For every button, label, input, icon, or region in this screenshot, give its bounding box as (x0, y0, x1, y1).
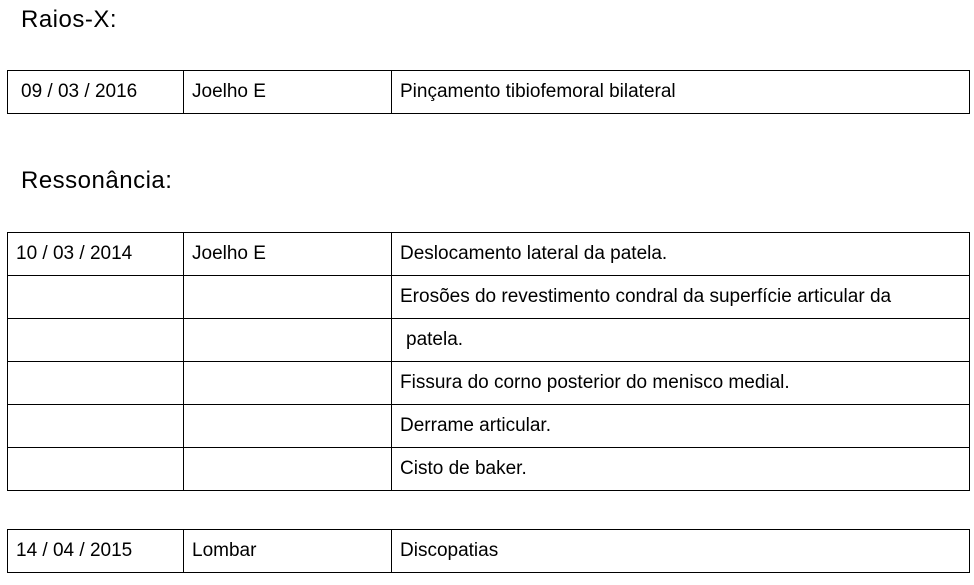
exam-date-cell (8, 448, 184, 491)
body-site-cell (184, 405, 392, 448)
body-site-cell (184, 276, 392, 319)
finding-cell: Erosões do revestimento condral da superfície articular da (392, 276, 970, 319)
mri-table (7, 232, 970, 491)
body-site-cell: Joelho E (184, 71, 392, 114)
exam-date-cell (8, 276, 184, 319)
finding-cell: patela. (392, 319, 970, 362)
xray-section-title: Raios-X: (21, 6, 118, 33)
exam-date-cell: 09 / 03 / 2016 (8, 71, 184, 114)
finding-cell: Derrame articular. (392, 405, 970, 448)
table-row (8, 405, 970, 448)
finding-cell: Pinçamento tibiofemoral bilateral (392, 71, 970, 114)
exam-date-cell: 14 / 04 / 2015 (8, 530, 184, 573)
table-row (8, 276, 970, 319)
body-site-cell (184, 362, 392, 405)
table-row (8, 362, 970, 405)
exam-date-cell: 10 / 03 / 2014 (8, 233, 184, 276)
table-row (8, 233, 970, 276)
finding-cell: Cisto de baker. (392, 448, 970, 491)
exam-date-cell (8, 319, 184, 362)
table-row (8, 448, 970, 491)
body-site-cell: Joelho E (184, 233, 392, 276)
finding-cell: Deslocamento lateral da patela. (392, 233, 970, 276)
table-row (8, 71, 970, 114)
body-site-cell (184, 319, 392, 362)
exam-date-cell (8, 362, 184, 405)
body-site-cell: Lombar (184, 530, 392, 573)
mri-section-title: Ressonância: (21, 167, 173, 194)
table-row (8, 319, 970, 362)
lumbar-table (7, 529, 970, 573)
table-row (8, 530, 970, 573)
xray-table (7, 70, 970, 114)
body-site-cell (184, 448, 392, 491)
finding-cell: Discopatias (392, 530, 970, 573)
exam-date-cell (8, 405, 184, 448)
finding-cell: Fissura do corno posterior do menisco medial. (392, 362, 970, 405)
